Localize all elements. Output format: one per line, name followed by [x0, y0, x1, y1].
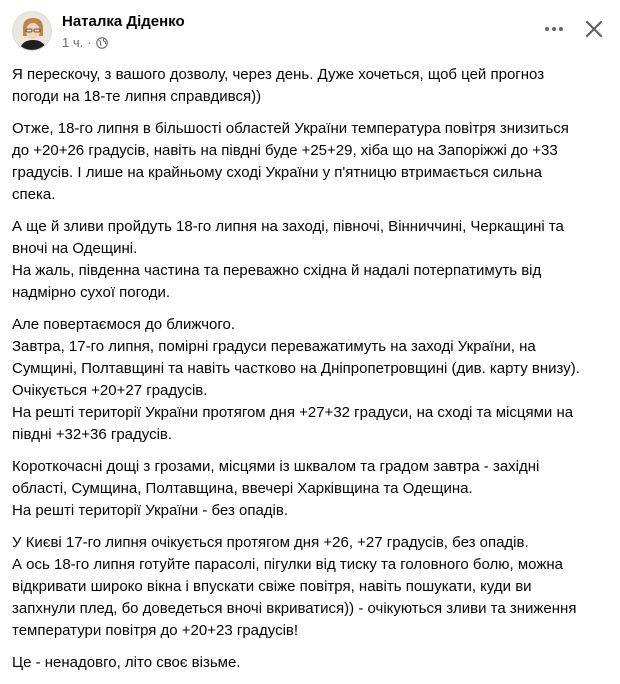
post-text-line: півдні +32+36 градусів.: [12, 426, 173, 443]
close-icon: [585, 20, 603, 38]
post-text-line: Це - ненадовго, літо своє візьме.: [12, 654, 241, 671]
post-text-line: погоди на 18-те липня справдився)): [12, 88, 262, 105]
post-paragraph: [12, 64, 612, 108]
post-text-line: А ще й зливи пройдуть 18-го липня на заході, півночі, Вінниччині, Черкащині та: [12, 218, 564, 235]
post-text-line: Але повертаємося до ближчого.: [12, 316, 236, 333]
post-paragraph: [12, 216, 612, 304]
post-meta: [62, 35, 108, 50]
post-text-line: У Києві 17-го липня очікується протягом дня +26, +27 градусів, без опадів.: [12, 534, 529, 551]
post-text-line: градусів. І лише на крайньому сході України у п'ятницю втримається сильна: [12, 164, 542, 181]
close-button[interactable]: [582, 17, 606, 41]
post-text-line: до +20+26 градусів, навіть на півдні буде +25+29, хіба що на Запоріжжі до +33: [12, 142, 558, 159]
author-name[interactable]: Наталка Діденко: [62, 13, 185, 30]
more-options-button[interactable]: [540, 19, 568, 39]
post-text-line: Короткочасні дощі з грозами, місцями із шквалом та градом завтра - західні: [12, 458, 540, 475]
post-text-line: надмірно сухої погоди.: [12, 284, 171, 301]
post-text-line: На жаль, південна частина та переважно східна й надалі потерпатимуть від: [12, 262, 542, 279]
post-text-line: А ось 18-го липня готуйте парасолі, пігулки від тиску та головного болю, можна: [12, 556, 563, 573]
post-paragraph: [12, 456, 612, 522]
post-text-line: Сумщині, Полтавщині та навіть частково на Дніпропетровщині (див. карту внизу).: [12, 360, 580, 377]
post-text-line: Завтра, 17-го липня, помірні градуси переважатимуть на заході України, на: [12, 338, 536, 355]
post-paragraph: [12, 532, 612, 642]
post-paragraph: [12, 118, 612, 206]
post-text-line: Очікується +20+27 градусів.: [12, 382, 208, 399]
post-paragraph: [12, 314, 612, 446]
post-text-line: спека.: [12, 186, 56, 203]
meta-separator: ·: [87, 35, 92, 50]
post-time[interactable]: 1 ч.: [62, 35, 84, 50]
post-text-line: відкривати широко вікна і впускати свіже повітря, навіть пошукати, куди ви: [12, 578, 532, 595]
post-text-line: На решті території України - без опадів.: [12, 502, 289, 519]
post-header: [12, 11, 608, 57]
globe-icon: [96, 37, 108, 49]
post-text: [12, 64, 612, 684]
avatar[interactable]: [12, 11, 52, 51]
post-text-line: запхнули плед, бо доведеться вночі вкриватися)) - очікуються зливи та зниження: [12, 600, 577, 617]
more-horizontal-icon: [544, 26, 564, 32]
post-text-line: На решті території України протягом дня +27+32 градуси, на сході та місцями на: [12, 404, 574, 421]
post-text-line: температури повітря до +20+23 градусів!: [12, 622, 299, 639]
post-text-line: області, Сумщина, Полтавщина, ввечері Харківщина та Одещина.: [12, 480, 473, 497]
post-text-line: вночі на Одещині.: [12, 240, 138, 257]
post-paragraph: [12, 652, 612, 674]
post-text-line: Я перескочу, з вашого дозволу, через день. Дуже хочеться, щоб цей прогноз: [12, 66, 545, 83]
post-text-line: Отже, 18-го липня в більшості областей України температура повітря знизиться: [12, 120, 569, 137]
avatar-image-icon: [13, 12, 52, 51]
